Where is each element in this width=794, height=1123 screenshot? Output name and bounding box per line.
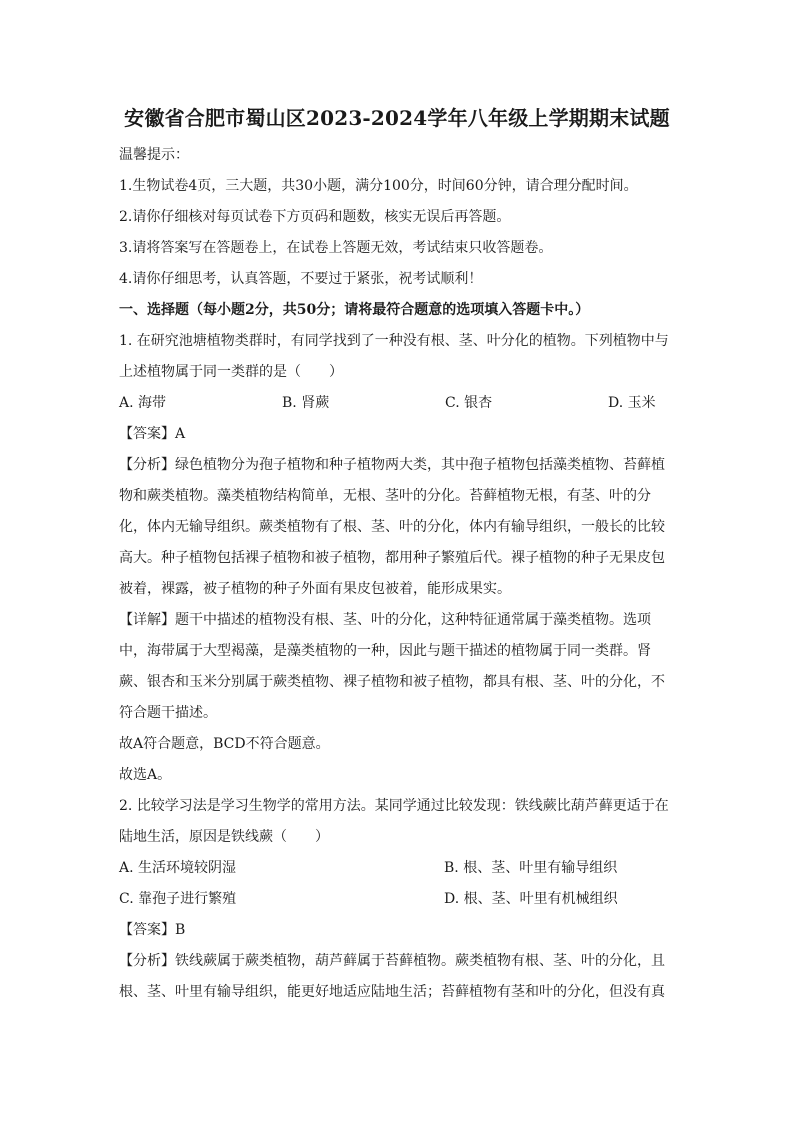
- question-options: [119, 388, 677, 419]
- option-d: D. 根、茎、叶里有机械组织: [444, 891, 618, 907]
- detail-line: 故A符合题意，BCD不符合题意。: [119, 736, 330, 752]
- option-c: C. 靠孢子进行繁殖: [119, 891, 237, 907]
- detail-line: 蕨、银杏和玉米分别属于蕨类植物、裸子植物和被子植物，都具有根、茎、叶的分化，不: [119, 674, 665, 690]
- tip-line: 2.请你仔细核对每页试卷下方页码和题数，核实无误后再答题。: [119, 209, 511, 225]
- section-heading: 一、选择题（每小题2分，共50分；请将最符合题意的选项填入答题卡中。）: [119, 302, 590, 318]
- analysis-line: 根、茎、叶里有输导组织，能更好地适应陆地生活；苔藓植物有茎和叶的分化，但没有真: [119, 984, 665, 1000]
- detail-line: 【详解】题干中描述的植物没有根、茎、叶的分化，这种特征通常属于藻类植物。选项: [119, 612, 651, 628]
- analysis-line: 【分析】绿色植物分为孢子植物和种子植物两大类，其中孢子植物包括藻类植物、苔藓植: [119, 457, 665, 473]
- option-a: A. 生活环境较阴湿: [119, 860, 237, 876]
- tip-line: 4.请你仔细思考，认真答题，不要过于紧张，祝考试顺利！: [119, 271, 483, 287]
- question-options-row: [119, 853, 677, 884]
- analysis-line: 【分析】铁线蕨属于蕨类植物，葫芦藓属于苔藓植物。蕨类植物有根、茎、叶的分化，且: [119, 953, 665, 969]
- detail-line: 中，海带属于大型褐藻，是藻类植物的一种，因此与题干描述的植物属于同一类群。肾: [119, 643, 651, 659]
- analysis-line: 物和蕨类植物。藻类植物结构简单，无根、茎叶的分化。苔藓植物无根，有茎、叶的分: [119, 488, 651, 504]
- document-body: [119, 140, 677, 1008]
- analysis-line: 被着，裸露，被子植物的种子外面有果皮包被着，能形成果实。: [119, 581, 511, 597]
- document-title: 安徽省合肥市蜀山区2023-2024学年八年级上学期期末试题: [124, 106, 670, 130]
- detail-line: 故选A。: [119, 767, 172, 783]
- option-b: B. 根、茎、叶里有输导组织: [444, 860, 618, 876]
- tip-line: 3.请将答案写在答题卷上，在试卷上答题无效，考试结束只收答题卷。: [119, 240, 553, 256]
- analysis-line: 高大。种子植物包括裸子植物和被子植物，都用种子繁殖后代。裸子植物的种子无果皮包: [119, 550, 665, 566]
- tips-heading: 温馨提示：: [119, 147, 189, 163]
- answer-line: 【答案】B: [119, 922, 186, 938]
- analysis-line: 化，体内无输导组织。蕨类植物有了根、茎、叶的分化，体内有输导组织，一般长的比较: [119, 519, 665, 535]
- detail-line: 符合题干描述。: [119, 705, 217, 721]
- option-d: D. 玉米: [608, 395, 656, 411]
- question-2: [119, 791, 677, 1008]
- question-stem-line: 上述植物属于同一类群的是（ ）: [119, 364, 343, 380]
- question-stem-line: 陆地生活，原因是铁线蕨（ ）: [119, 829, 329, 845]
- question-1: [119, 326, 677, 791]
- question-stem-line: 1. 在研究池塘植物类群时，有同学找到了一种没有根、茎、叶分化的植物。下列植物中与: [119, 333, 669, 349]
- option-c: C. 银杏: [445, 395, 493, 411]
- question-stem-line: 2. 比较学习法是学习生物学的常用方法。某同学通过比较发现：铁线蕨比葫芦藓更适于在: [119, 798, 669, 814]
- option-a: A. 海带: [119, 395, 167, 411]
- question-options-row: [119, 884, 677, 915]
- tip-line: 1.生物试卷4页，三大题，共30小题，满分100分，时间60分钟，请合理分配时间。: [119, 178, 638, 194]
- option-b: B. 肾蕨: [282, 395, 330, 411]
- answer-line: 【答案】A: [119, 426, 186, 442]
